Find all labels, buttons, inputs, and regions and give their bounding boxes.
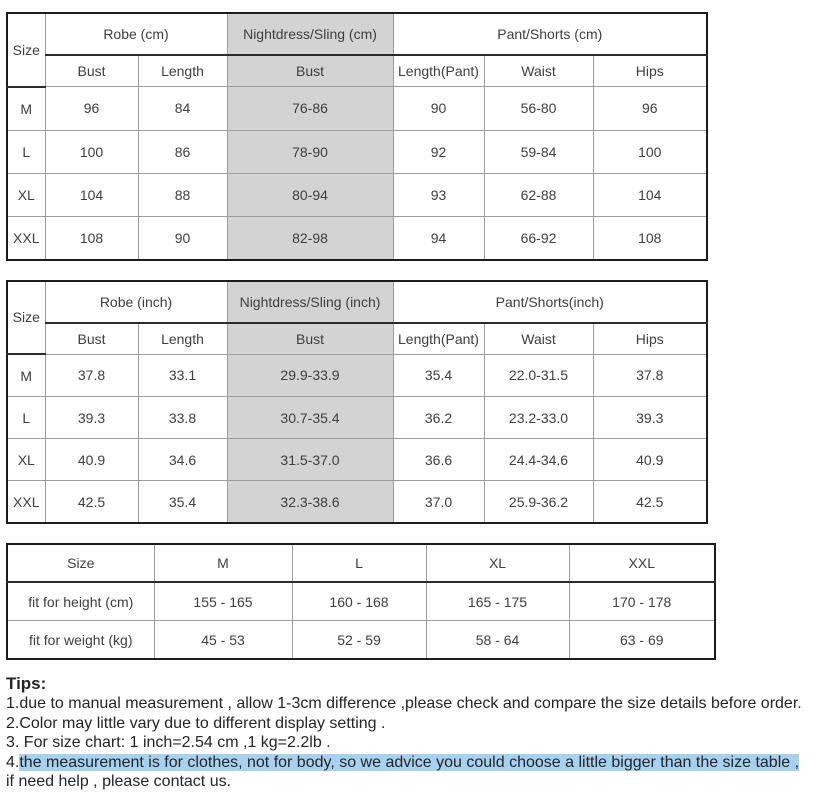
- nightdress-bust-subheader: Bust: [227, 55, 393, 87]
- tip-line-2: 2.Color may little vary due to different display setting .: [6, 714, 386, 732]
- fit-table: [6, 543, 716, 660]
- value-cell: 52 - 59: [292, 621, 426, 660]
- value-cell: 39.3: [45, 397, 138, 439]
- value-cell: 33.8: [138, 397, 227, 439]
- hips-subheader: Hips: [593, 323, 707, 355]
- value-cell: 165 - 175: [426, 582, 569, 621]
- length-subheader: Length: [138, 323, 227, 355]
- table-row: [7, 439, 707, 481]
- table-row: [7, 544, 715, 582]
- size-table-inch: [6, 280, 708, 525]
- table-row: [7, 173, 707, 216]
- size-header: Size: [7, 13, 45, 87]
- value-cell: 35.4: [138, 481, 227, 524]
- value-cell: 108: [593, 216, 707, 260]
- bust-subheader: Bust: [45, 55, 138, 87]
- table-row: [7, 621, 715, 660]
- nightdress-cm-header: Nightdress/Sling (cm): [227, 13, 393, 55]
- tip-line-3: 3. For size chart: 1 inch=2.54 cm ,1 kg=2.2lb .: [6, 734, 331, 751]
- value-cell: 42.5: [45, 481, 138, 524]
- value-cell: 56-80: [484, 87, 593, 131]
- table-row: [7, 323, 707, 355]
- value-cell: 100: [45, 130, 138, 173]
- value-cell: 37.8: [45, 354, 138, 397]
- hips-subheader: Hips: [593, 55, 707, 87]
- value-cell: 78-90: [227, 130, 393, 173]
- fit-col-xl: XL: [426, 544, 569, 582]
- value-cell: 82-98: [227, 216, 393, 260]
- length-subheader: Length: [138, 55, 227, 87]
- value-cell: 62-88: [484, 173, 593, 216]
- tip-line-5: if need help , please contact us.: [6, 773, 232, 790]
- value-cell: 170 - 178: [569, 582, 715, 621]
- value-cell: 104: [45, 173, 138, 216]
- size-label: XXL: [7, 216, 45, 260]
- value-cell: 22.0-31.5: [484, 354, 593, 397]
- value-cell: 92: [393, 130, 484, 173]
- table-row: [7, 130, 707, 173]
- fit-weight-label: fit for weight (kg): [7, 621, 154, 660]
- tips-section: [6, 673, 837, 792]
- value-cell: 90: [138, 216, 227, 260]
- highlighted-note: the measurement is for clothes, not for body, so we advice you could choose a little bigger than the size table ,: [19, 753, 800, 771]
- value-cell: 36.6: [393, 439, 484, 481]
- value-cell: 104: [593, 173, 707, 216]
- table-row: [7, 582, 715, 621]
- table-row: [7, 281, 707, 323]
- value-cell: 63 - 69: [569, 621, 715, 660]
- value-cell: 108: [45, 216, 138, 260]
- value-cell: 42.5: [593, 481, 707, 524]
- tip-line-4: [6, 753, 837, 773]
- size-header: Size: [7, 281, 45, 355]
- size-table-cm: [6, 12, 708, 261]
- value-cell: 31.5-37.0: [227, 439, 393, 481]
- value-cell: 88: [138, 173, 227, 216]
- nightdress-inch-header: Nightdress/Sling (inch): [227, 281, 393, 323]
- bust-subheader: Bust: [45, 323, 138, 355]
- fit-col-m: M: [154, 544, 292, 582]
- fit-col-xxl: XXL: [569, 544, 715, 582]
- value-cell: 39.3: [593, 397, 707, 439]
- table-row: [7, 354, 707, 397]
- value-cell: 34.6: [138, 439, 227, 481]
- value-cell: 96: [593, 87, 707, 131]
- table-row: [7, 55, 707, 87]
- size-label: M: [7, 354, 45, 397]
- table-row: [7, 481, 707, 524]
- waist-subheader: Waist: [484, 323, 593, 355]
- value-cell: 84: [138, 87, 227, 131]
- value-cell: 29.9-33.9: [227, 354, 393, 397]
- value-cell: 155 - 165: [154, 582, 292, 621]
- value-cell: 96: [45, 87, 138, 131]
- value-cell: 160 - 168: [292, 582, 426, 621]
- value-cell: 32.3-38.6: [227, 481, 393, 524]
- size-label: L: [7, 397, 45, 439]
- value-cell: 76-86: [227, 87, 393, 131]
- size-label: XXL: [7, 481, 45, 524]
- length-pant-subheader: Length(Pant): [393, 323, 484, 355]
- value-cell: 33.1: [138, 354, 227, 397]
- size-label: L: [7, 130, 45, 173]
- tip-line-1: 1.due to manual measurement , allow 1-3cm difference ,please check and compare the size details before order.: [6, 695, 802, 712]
- value-cell: 37.8: [593, 354, 707, 397]
- value-cell: 23.2-33.0: [484, 397, 593, 439]
- fit-size-header: Size: [7, 544, 154, 582]
- value-cell: 45 - 53: [154, 621, 292, 660]
- table-row: [7, 13, 707, 55]
- value-cell: 40.9: [593, 439, 707, 481]
- value-cell: 24.4-34.6: [484, 439, 593, 481]
- table-row: [7, 397, 707, 439]
- nightdress-bust-subheader: Bust: [227, 323, 393, 355]
- value-cell: 66-92: [484, 216, 593, 260]
- value-cell: 40.9: [45, 439, 138, 481]
- pant-cm-header: Pant/Shorts (cm): [393, 13, 707, 55]
- tip-line-4-number: 4.: [6, 753, 20, 771]
- value-cell: 30.7-35.4: [227, 397, 393, 439]
- length-pant-subheader: Length(Pant): [393, 55, 484, 87]
- value-cell: 58 - 64: [426, 621, 569, 660]
- pant-inch-header: Pant/Shorts(inch): [393, 281, 707, 323]
- table-row: [7, 87, 707, 131]
- value-cell: 25.9-36.2: [484, 481, 593, 524]
- waist-subheader: Waist: [484, 55, 593, 87]
- value-cell: 94: [393, 216, 484, 260]
- value-cell: 35.4: [393, 354, 484, 397]
- value-cell: 59-84: [484, 130, 593, 173]
- value-cell: 86: [138, 130, 227, 173]
- size-label: XL: [7, 439, 45, 481]
- tips-title: Tips:: [6, 674, 47, 693]
- size-label: XL: [7, 173, 45, 216]
- robe-cm-header: Robe (cm): [45, 13, 227, 55]
- value-cell: 37.0: [393, 481, 484, 524]
- value-cell: 90: [393, 87, 484, 131]
- fit-height-label: fit for height (cm): [7, 582, 154, 621]
- value-cell: 36.2: [393, 397, 484, 439]
- value-cell: 93: [393, 173, 484, 216]
- size-label: M: [7, 87, 45, 131]
- value-cell: 100: [593, 130, 707, 173]
- table-row: [7, 216, 707, 260]
- fit-col-l: L: [292, 544, 426, 582]
- robe-inch-header: Robe (inch): [45, 281, 227, 323]
- value-cell: 80-94: [227, 173, 393, 216]
